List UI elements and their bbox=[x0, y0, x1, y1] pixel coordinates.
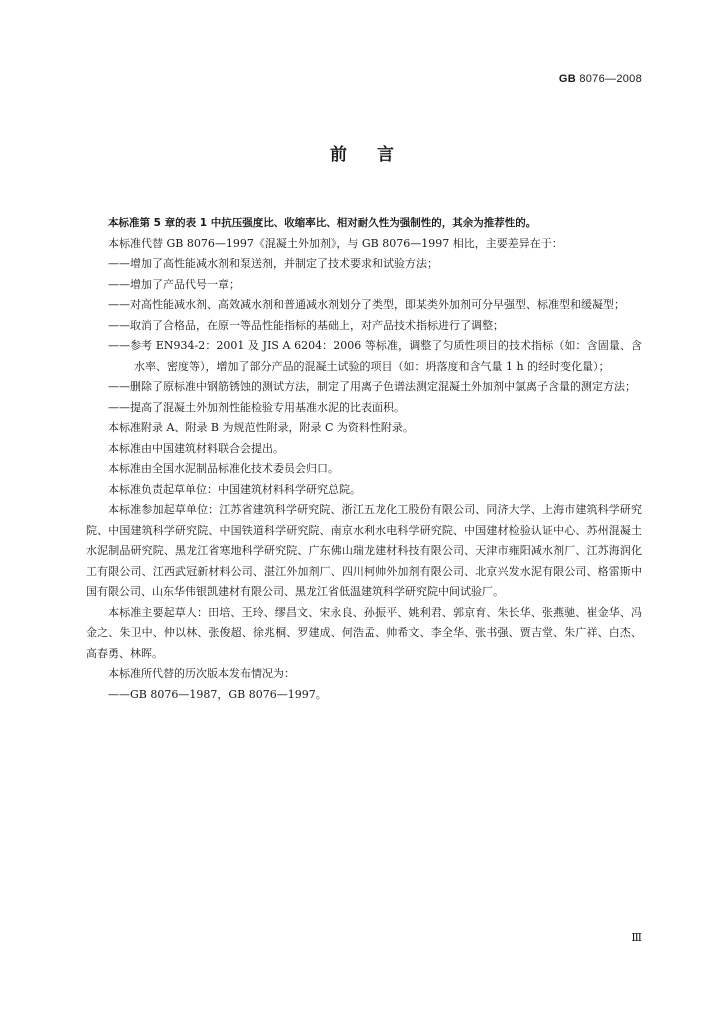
participating-units-paragraph: 本标准参加起草单位：江苏省建筑科学研究院、浙江五龙化工股份有限公司、同济大学、上海市建筑科学研究院、中国建筑科学研究院、中国铁道科学研究院、南京水利水电科学研究院、中国建材检验认证中心、苏州混凝土水泥制品研究院、黑龙江省寒地科学研究院、广东佛山瑞龙建材科技有限公司、天津市雍阳减水剂厂、江苏海润化工有限公司、江西武冠新材料公司、湛江外加剂厂、四川柯帅外加剂有限公司、北京兴发水泥有限公司、格雷斯中国有限公司、山东华伟银凯建材有限公司、黑龙江省低温建筑科学研究院中间试验厂。 bbox=[86, 503, 642, 598]
appendix-paragraph: 本标准附录 A、附录 B 为规范性附录，附录 C 为资料性附录。 bbox=[108, 421, 414, 434]
drafting-unit-paragraph: 本标准负责起草单位：中国建筑材料科学研究总院。 bbox=[108, 482, 361, 496]
diff-item: ——删除了原标准中钢筋锈蚀的测试方法，制定了用离子色谱法测定混凝土外加剂中氯离子含量的测定方法； bbox=[108, 380, 636, 393]
diff-item: ——增加了产品代号一章； bbox=[108, 277, 240, 291]
proposed-paragraph: 本标准由中国建筑材料联合会提出。 bbox=[108, 441, 284, 455]
drafters-paragraph: 本标准主要起草人：田培、王玲、缪昌文、宋永良、孙振平、姚利君、郭京育、朱长华、张燕驰、崔金华、冯金之、朱卫中、仲以林、张俊超、徐兆桐、罗建成、何浩孟、帅希文、李全华、张书强、贾吉堂、朱广祥、白杰、高春勇、林晖。 bbox=[86, 605, 642, 660]
diff-item: ——参考 EN934-2：2001 及 JIS A 6204：2006 等标准，调整了匀质性项目的技术指标（如：含固量、含水率、密度等），增加了部分产品的混凝土试验的项目（如：坍落度和含气量 1 h 的经时变化量）； bbox=[108, 339, 642, 373]
centralized-paragraph: 本标准由全国水泥制品标准化技术委员会归口。 bbox=[108, 462, 339, 475]
document-body bbox=[86, 213, 642, 705]
standard-number bbox=[559, 73, 642, 85]
history-item: ——GB 8076—1987，GB 8076—1997。 bbox=[108, 687, 327, 701]
replaces-paragraph: 本标准代替 GB 8076—1997《混凝土外加剂》，与 GB 8076—1997 相比，主要差异在于： bbox=[108, 236, 563, 250]
diff-item: ——对高性能减水剂、高效减水剂和普通减水剂划分了类型，即某类外加剂可分早强型、标准型和缓凝型； bbox=[108, 298, 625, 311]
page-number: Ⅲ bbox=[631, 931, 642, 944]
standard-prefix: GB bbox=[558, 73, 576, 85]
diff-item: ——取消了合格品，在原一等品性能指标的基础上，对产品技术指标进行了调整； bbox=[108, 318, 504, 332]
mandatory-clause: 本标准第 5 章的表 1 中抗压强度比、收缩率比、相对耐久性为强制性的，其余为推荐性的。 bbox=[108, 217, 537, 229]
diff-item: ——增加了高性能减水剂和泵送剂，并制定了技术要求和试验方法； bbox=[108, 257, 438, 270]
standard-code: 8076—2008 bbox=[579, 73, 642, 85]
page-title: 前言 bbox=[330, 145, 424, 165]
history-intro-paragraph: 本标准所代替的历次版本发布情况为： bbox=[108, 667, 295, 680]
diff-item: ——提高了混凝土外加剂性能检验专用基准水泥的比表面积。 bbox=[108, 400, 405, 414]
